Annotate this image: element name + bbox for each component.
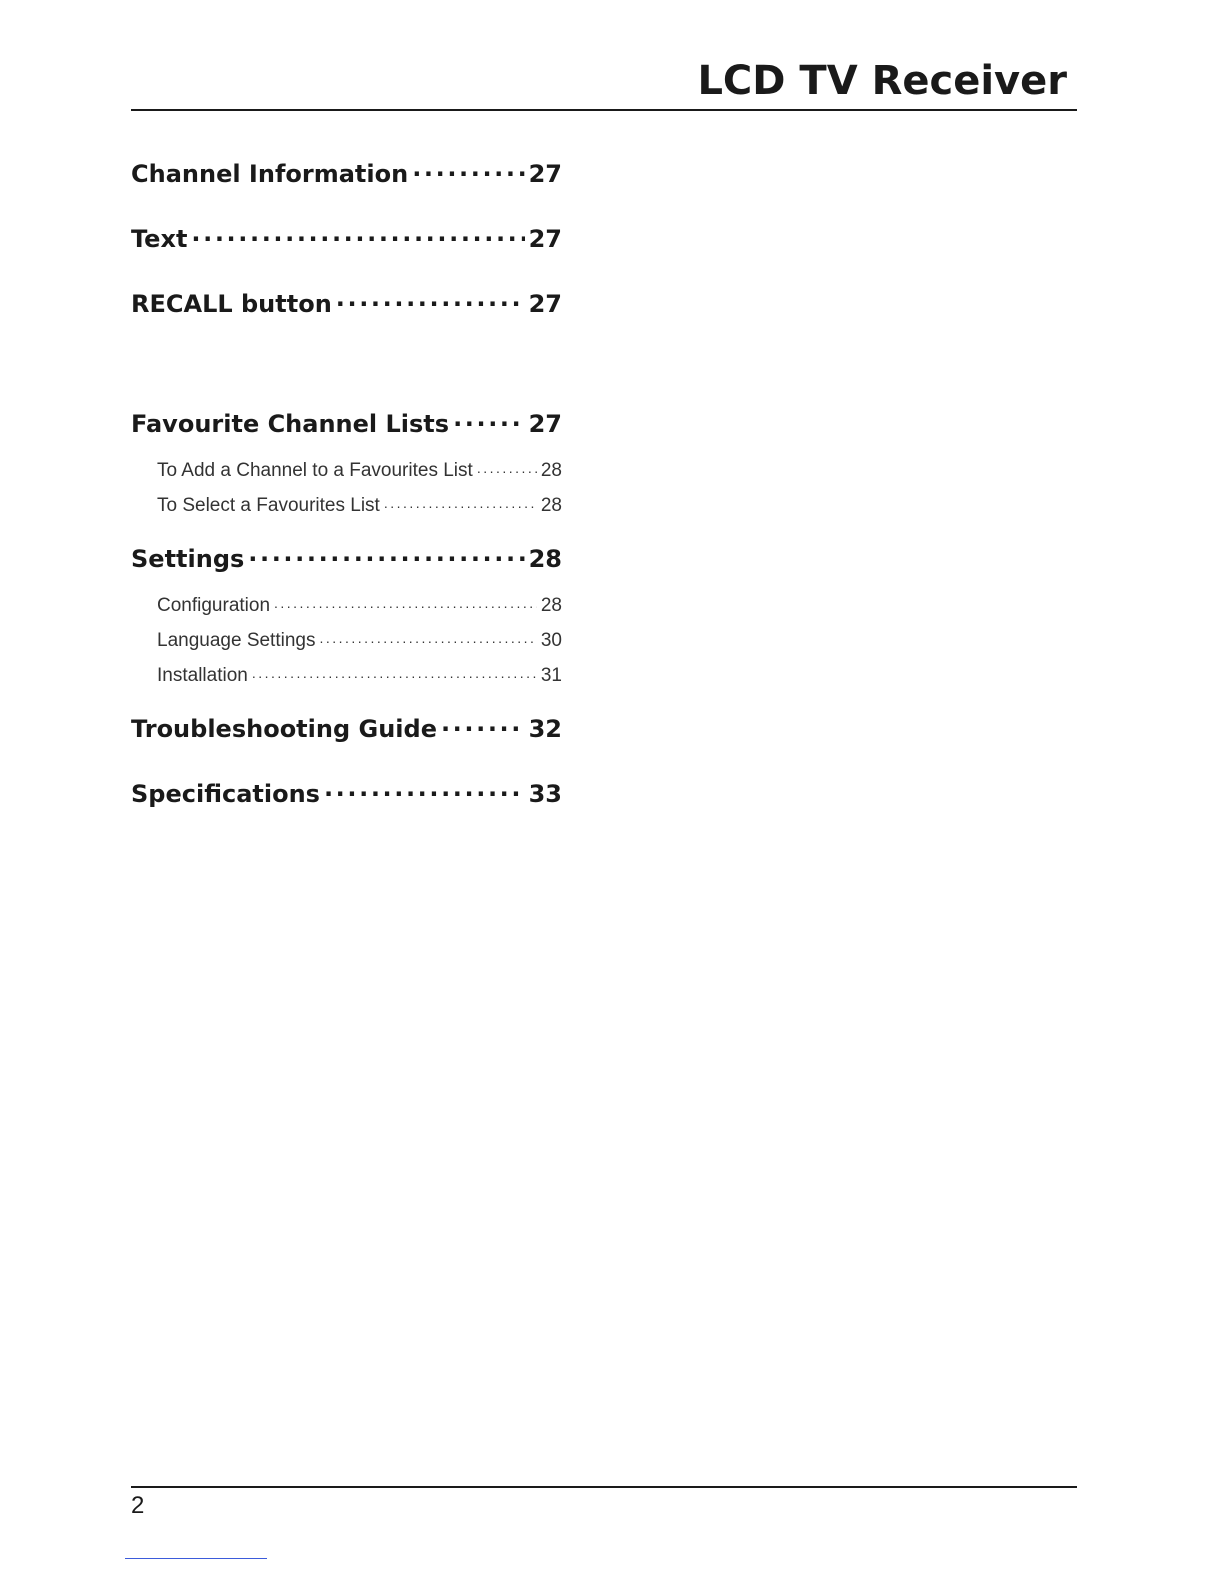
toc-leader-dots — [319, 627, 536, 646]
toc-entry-label: Settings — [131, 545, 245, 573]
toc-entry-channel-information[interactable] — [131, 158, 562, 188]
toc-leader-dots — [248, 543, 524, 567]
footer-rule — [131, 1486, 1077, 1488]
toc-leader-dots — [274, 592, 537, 611]
toc-entry-text[interactable] — [131, 223, 562, 253]
toc-leader-dots — [441, 713, 525, 737]
toc-entry-label: RECALL button — [131, 290, 332, 318]
toc-leader-dots — [477, 457, 537, 476]
toc-entry-label: Channel Information — [131, 160, 409, 188]
toc-leader-dots — [453, 408, 525, 432]
toc-entry-page: 33 — [528, 780, 562, 808]
toc-entry-label: Installation — [157, 665, 248, 686]
toc-leader-dots — [191, 223, 524, 247]
toc-leader-dots — [324, 778, 525, 802]
toc-entry-label: Configuration — [157, 595, 271, 616]
toc-entry-page: 27 — [528, 160, 562, 188]
toc-subentry-installation[interactable] — [157, 662, 562, 687]
toc-subentry-select-favourites-list[interactable] — [157, 492, 562, 517]
toc-entry-specifications[interactable] — [131, 778, 562, 808]
link-underline — [125, 1558, 267, 1559]
page-header-title: LCD TV Receiver — [697, 58, 1067, 104]
toc-entry-page: 27 — [528, 225, 562, 253]
toc-entry-page: 27 — [528, 290, 562, 318]
toc-leader-dots — [252, 662, 537, 681]
toc-entry-label: Specifications — [131, 780, 320, 808]
toc-entry-page: 28 — [528, 545, 562, 573]
toc-entry-troubleshooting-guide[interactable] — [131, 713, 562, 743]
toc-entry-page: 31 — [540, 665, 562, 686]
toc-subentry-language-settings[interactable] — [157, 627, 562, 652]
toc-leader-dots — [384, 492, 537, 511]
toc-entry-label: Troubleshooting Guide — [131, 715, 437, 743]
toc-leader-dots — [336, 288, 525, 312]
toc-entry-label: To Select a Favourites List — [157, 495, 380, 516]
toc-entry-favourite-channel-lists[interactable] — [131, 408, 562, 438]
toc-leader-dots — [412, 158, 524, 182]
header-rule — [131, 109, 1077, 111]
toc-subentry-configuration[interactable] — [157, 592, 562, 617]
toc-entry-label: Text — [131, 225, 188, 253]
toc-entry-page: 28 — [540, 495, 562, 516]
toc-entry-page: 28 — [540, 460, 562, 481]
toc-entry-label: Favourite Channel Lists — [131, 410, 450, 438]
toc-entry-recall-button[interactable] — [131, 288, 562, 318]
toc-entry-label: To Add a Channel to a Favourites List — [157, 460, 473, 481]
toc-subentry-add-channel-favourites[interactable] — [157, 457, 562, 482]
toc-entry-label: Language Settings — [157, 630, 316, 651]
toc-entry-page: 32 — [528, 715, 562, 743]
toc-entry-page: 27 — [528, 410, 562, 438]
toc-entry-settings[interactable] — [131, 543, 562, 573]
page-number: 2 — [131, 1492, 145, 1519]
toc-entry-page: 28 — [540, 595, 562, 616]
toc-entry-page: 30 — [540, 630, 562, 651]
